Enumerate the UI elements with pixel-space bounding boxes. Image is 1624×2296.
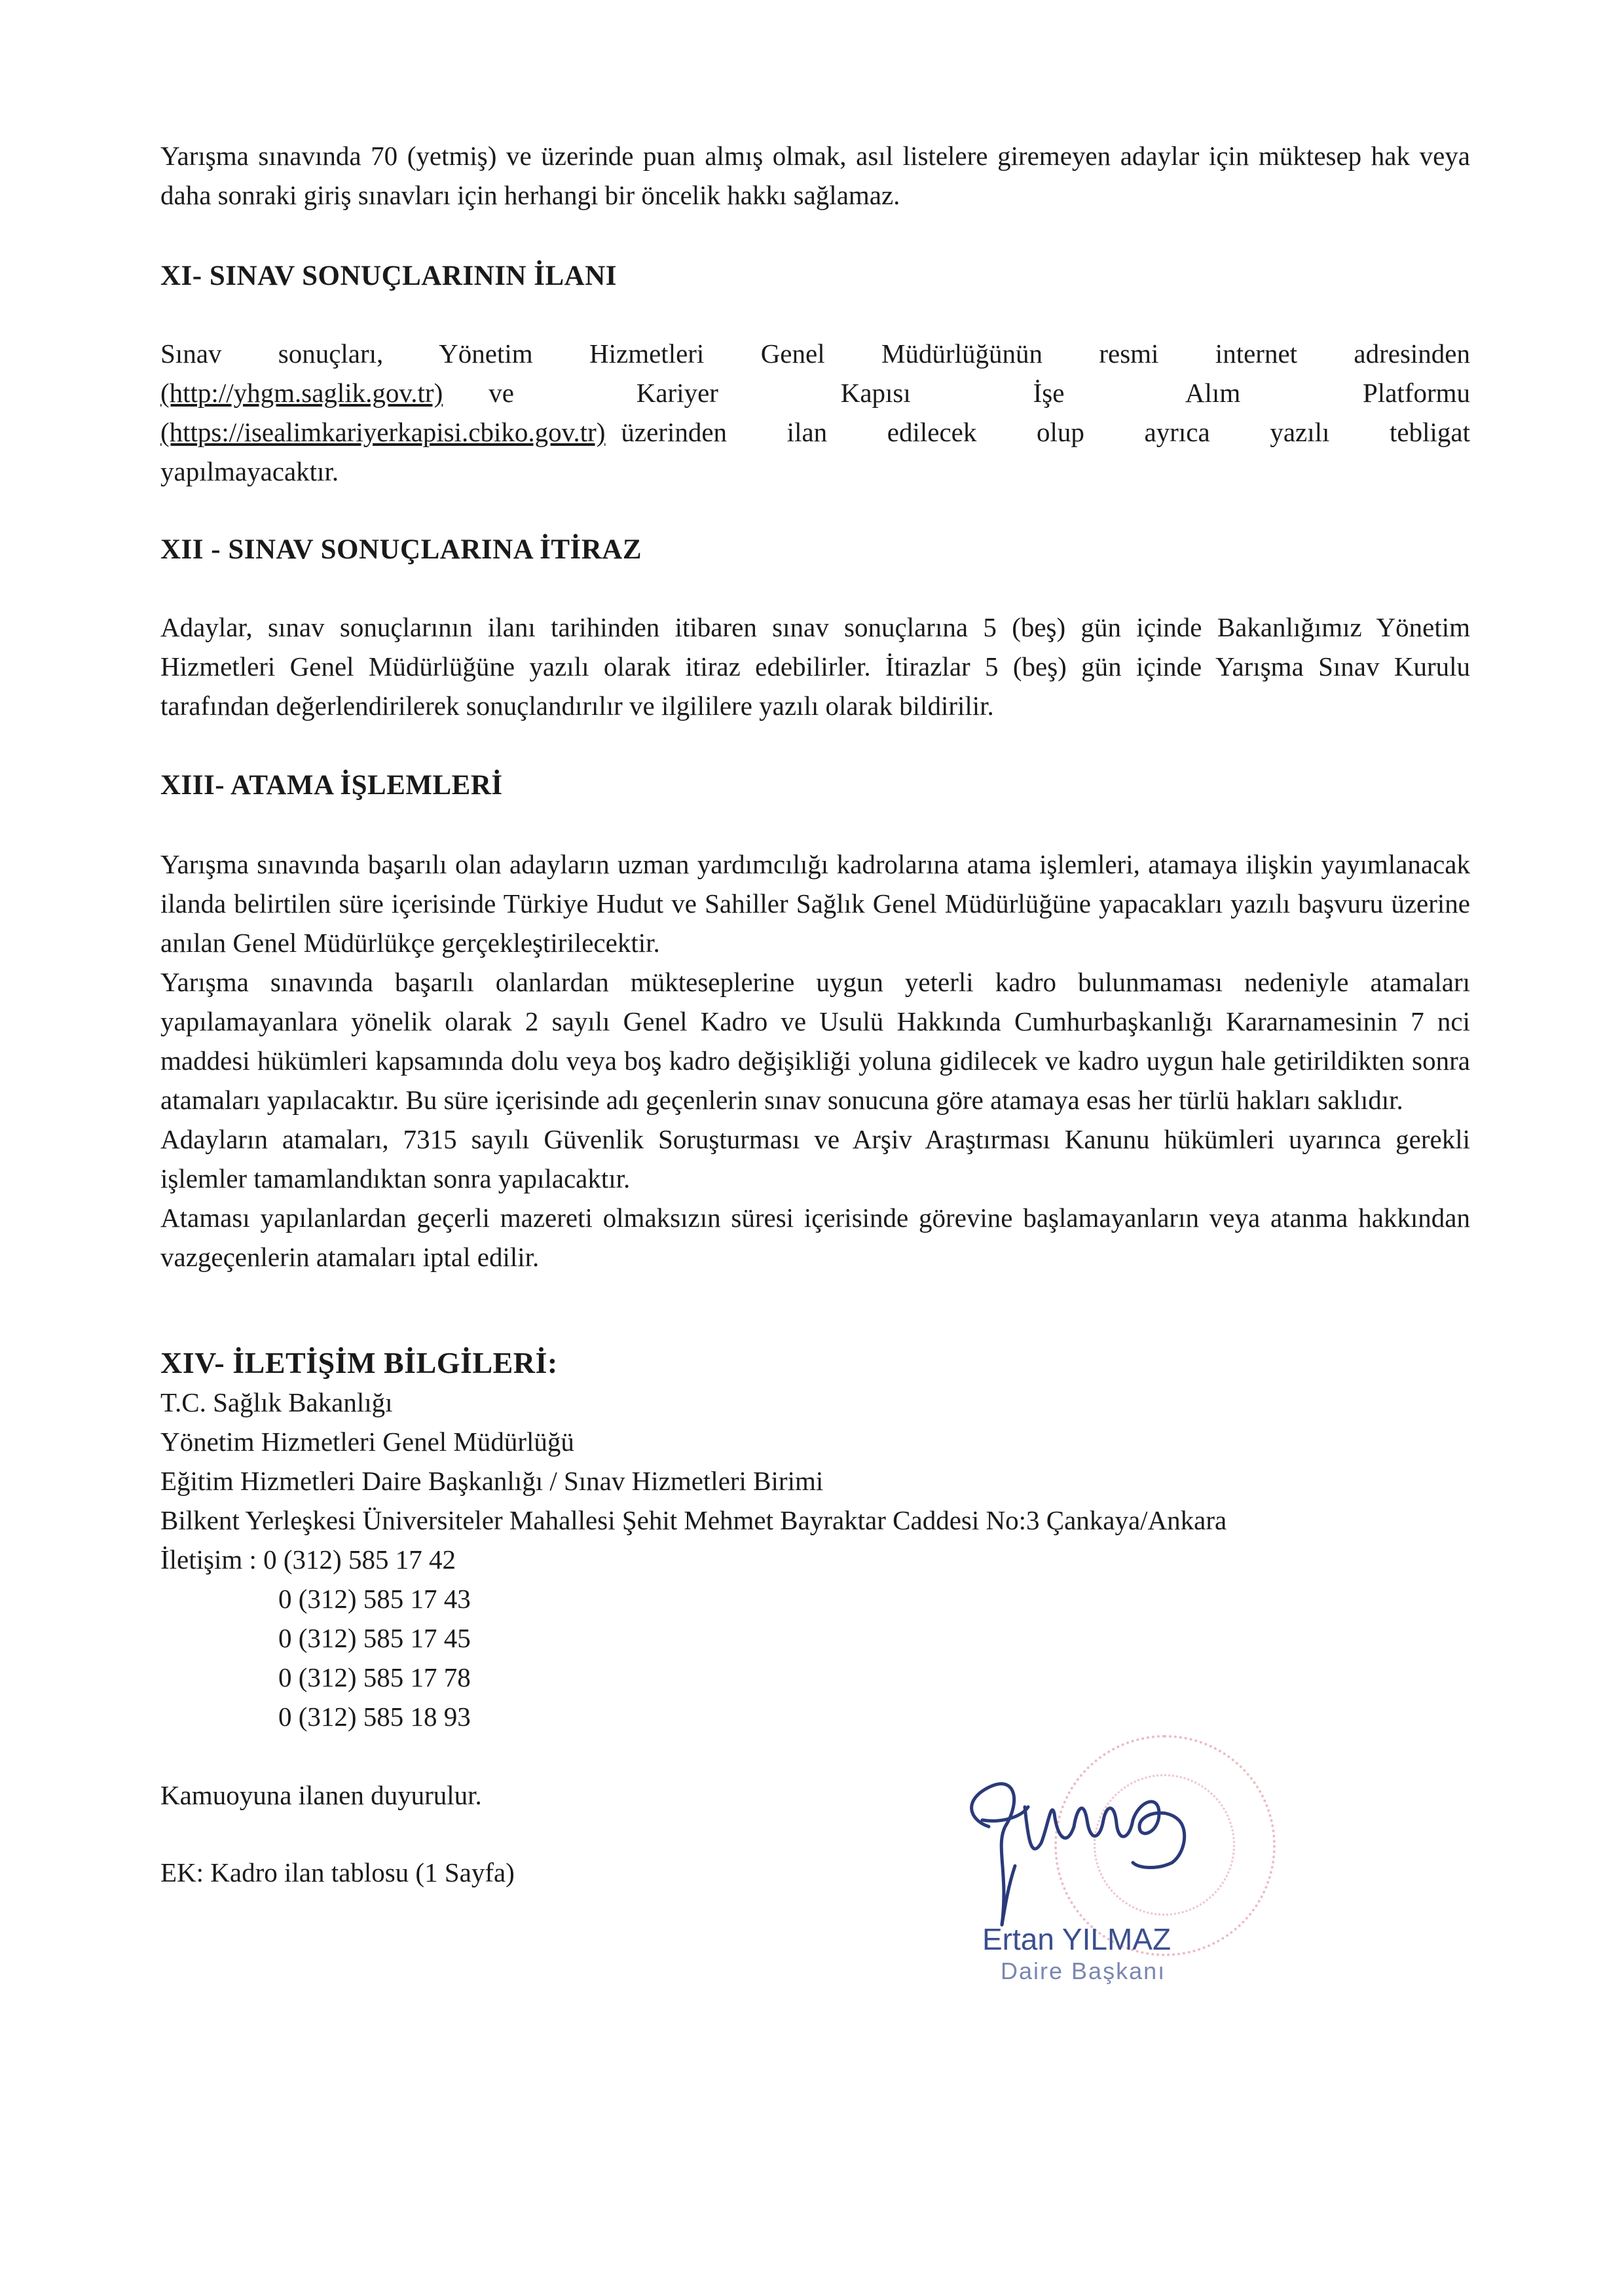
section-xiii — [160, 766, 1470, 805]
address: Bilkent Yerleşkesi Üniversiteler Mahallesi Şehit Mehmet Bayraktar Caddesi No:3 Çankaya/Ankara — [160, 1505, 1227, 1535]
attachment-text: EK: Kadro ilan tablosu (1 Sayfa) — [160, 1857, 515, 1887]
contact-label: İletişim : — [160, 1544, 264, 1575]
contact-line — [160, 1540, 1470, 1579]
kariyer-kapisi-link[interactable]: (https://isealimkariyerkapisi.cbiko.gov.tr) — [160, 417, 606, 447]
phone-2: 0 (312) 585 17 43 — [278, 1584, 471, 1614]
org-directorate: Yönetim Hizmetleri Genel Müdürlüğü — [160, 1427, 574, 1457]
section-xiii-heading: XIII- ATAMA İŞLEMLERİ — [160, 770, 503, 801]
org-ministry: T.C. Sağlık Bakanlığı — [160, 1387, 393, 1417]
intro-block — [160, 136, 1470, 215]
section-xii-paragraph: Adaylar, sınav sonuçlarının ilanı tarihinden itibaren sınav sonuçlarına 5 (beş) gün içinde Bakanlığımız Yönetim Hizmetleri Genel Müdürlüğüne yazılı olarak itiraz edebilirler. İtirazlar 5 (beş) gün içinde Yarışma Sınav Kurulu tarafından değerlendirilerek sonuçlandırılır ve ilgililere yazılı olarak bildirilir. — [160, 612, 1470, 721]
section-xii-heading: XII - SINAV SONUÇLARINA İTİRAZ — [160, 534, 642, 565]
org-department: Eğitim Hizmetleri Daire Başkanlığı / Sınav Hizmetleri Birimi — [160, 1466, 824, 1496]
section-xi-line-2 — [160, 373, 1470, 412]
section-xi-heading: XI- SINAV SONUÇLARININ İLANI — [160, 261, 617, 291]
section-xiii-paragraph-2: Yarışma sınavında başarılı olanlardan mükteseplerine uygun yeterli kadro bulunmaması nedeniyle atamaları yapılamayanlara yönelik olarak 2 sayılı Genel Kadro ve Usulü Hakkında Cumhurbaşkanlığı Kararnamesinin 7 nci maddesi hükümleri kapsamında dolu veya boş kadro değişikliği yoluna gidilecek ve kadro uygun hale getirildikten sonra atamaları yapılacaktır. Bu süre içerisinde adı geçenlerin sınav sonucuna göre atamaya esas her türlü hakları saklıdır. — [160, 967, 1470, 1115]
section-xii-body — [160, 608, 1470, 725]
section-xiv — [160, 1343, 1470, 1736]
announcement-text: Kamuoyuna ilanen duyurulur. — [160, 1780, 482, 1810]
section-xiii-paragraph-4: Ataması yapılanlardan geçerli mazereti olmaksızın süresi içerisinde görevine başlamayanların veya atanma hakkından vazgeçenlerin atamaları iptal edilir. — [160, 1203, 1470, 1272]
phone-4: 0 (312) 585 17 78 — [278, 1662, 471, 1692]
section-xii — [160, 530, 1470, 570]
signatory-title: Daire Başkanı — [1001, 1958, 1166, 1984]
section-xi-line-2-rest: ve Kariyer Kapısı İşe Alım Platformu — [489, 378, 1470, 408]
section-xiii-paragraph-1: Yarışma sınavında başarılı olan adayların uzman yardımcılığı kadrolarına atama işlemleri, atamaya ilişkin yayımlanacak ilanda belirtilen süre içerisinde Türkiye Hudut ve Sahiller Sağlık Genel Müdürlüğüne yapacakları yazılı başvuru üzerine anılan Genel Müdürlükçe gerçekleştirilecektir. — [160, 849, 1470, 958]
section-xiii-paragraph-3: Adayların atamaları, 7315 sayılı Güvenlik Soruşturması ve Arşiv Araştırması Kanunu hükümleri uyarınca gerekli işlemler tamamlandıktan sonra yapılacaktır. — [160, 1124, 1470, 1194]
section-xi-line-4: yapılmayacaktır. — [160, 456, 339, 486]
section-xiv-heading: XIV- İLETİŞİM BİLGİLERİ: — [160, 1346, 558, 1379]
intro-paragraph: Yarışma sınavında 70 (yetmiş) ve üzerinde puan almış olmak, asıl listelere giremeyen adaylar için müktesep hak veya daha sonraki giriş sınavları için herhangi bir öncelik hakkı sağlamaz. — [160, 141, 1470, 210]
section-xi-body — [160, 334, 1470, 491]
phone-5: 0 (312) 585 18 93 — [278, 1702, 471, 1732]
section-xiii-body — [160, 845, 1470, 1277]
section-xi-line-3 — [160, 412, 1470, 452]
phone-1: 0 (312) 585 17 42 — [263, 1544, 456, 1575]
section-xi — [160, 257, 1470, 296]
section-xi-line-1: Sınav sonuçları, Yönetim Hizmetleri Genel Müdürlüğünün resmi internet adresinden — [160, 338, 1470, 369]
section-xi-line-3-rest: üzerinden ilan edilecek olup ayrıca yazılı tebligat — [621, 417, 1470, 447]
signatory-name: Ertan YILMAZ — [982, 1922, 1172, 1956]
phone-3: 0 (312) 585 17 45 — [278, 1623, 471, 1653]
yhgm-link[interactable]: (http://yhgm.saglik.gov.tr) — [160, 378, 443, 408]
